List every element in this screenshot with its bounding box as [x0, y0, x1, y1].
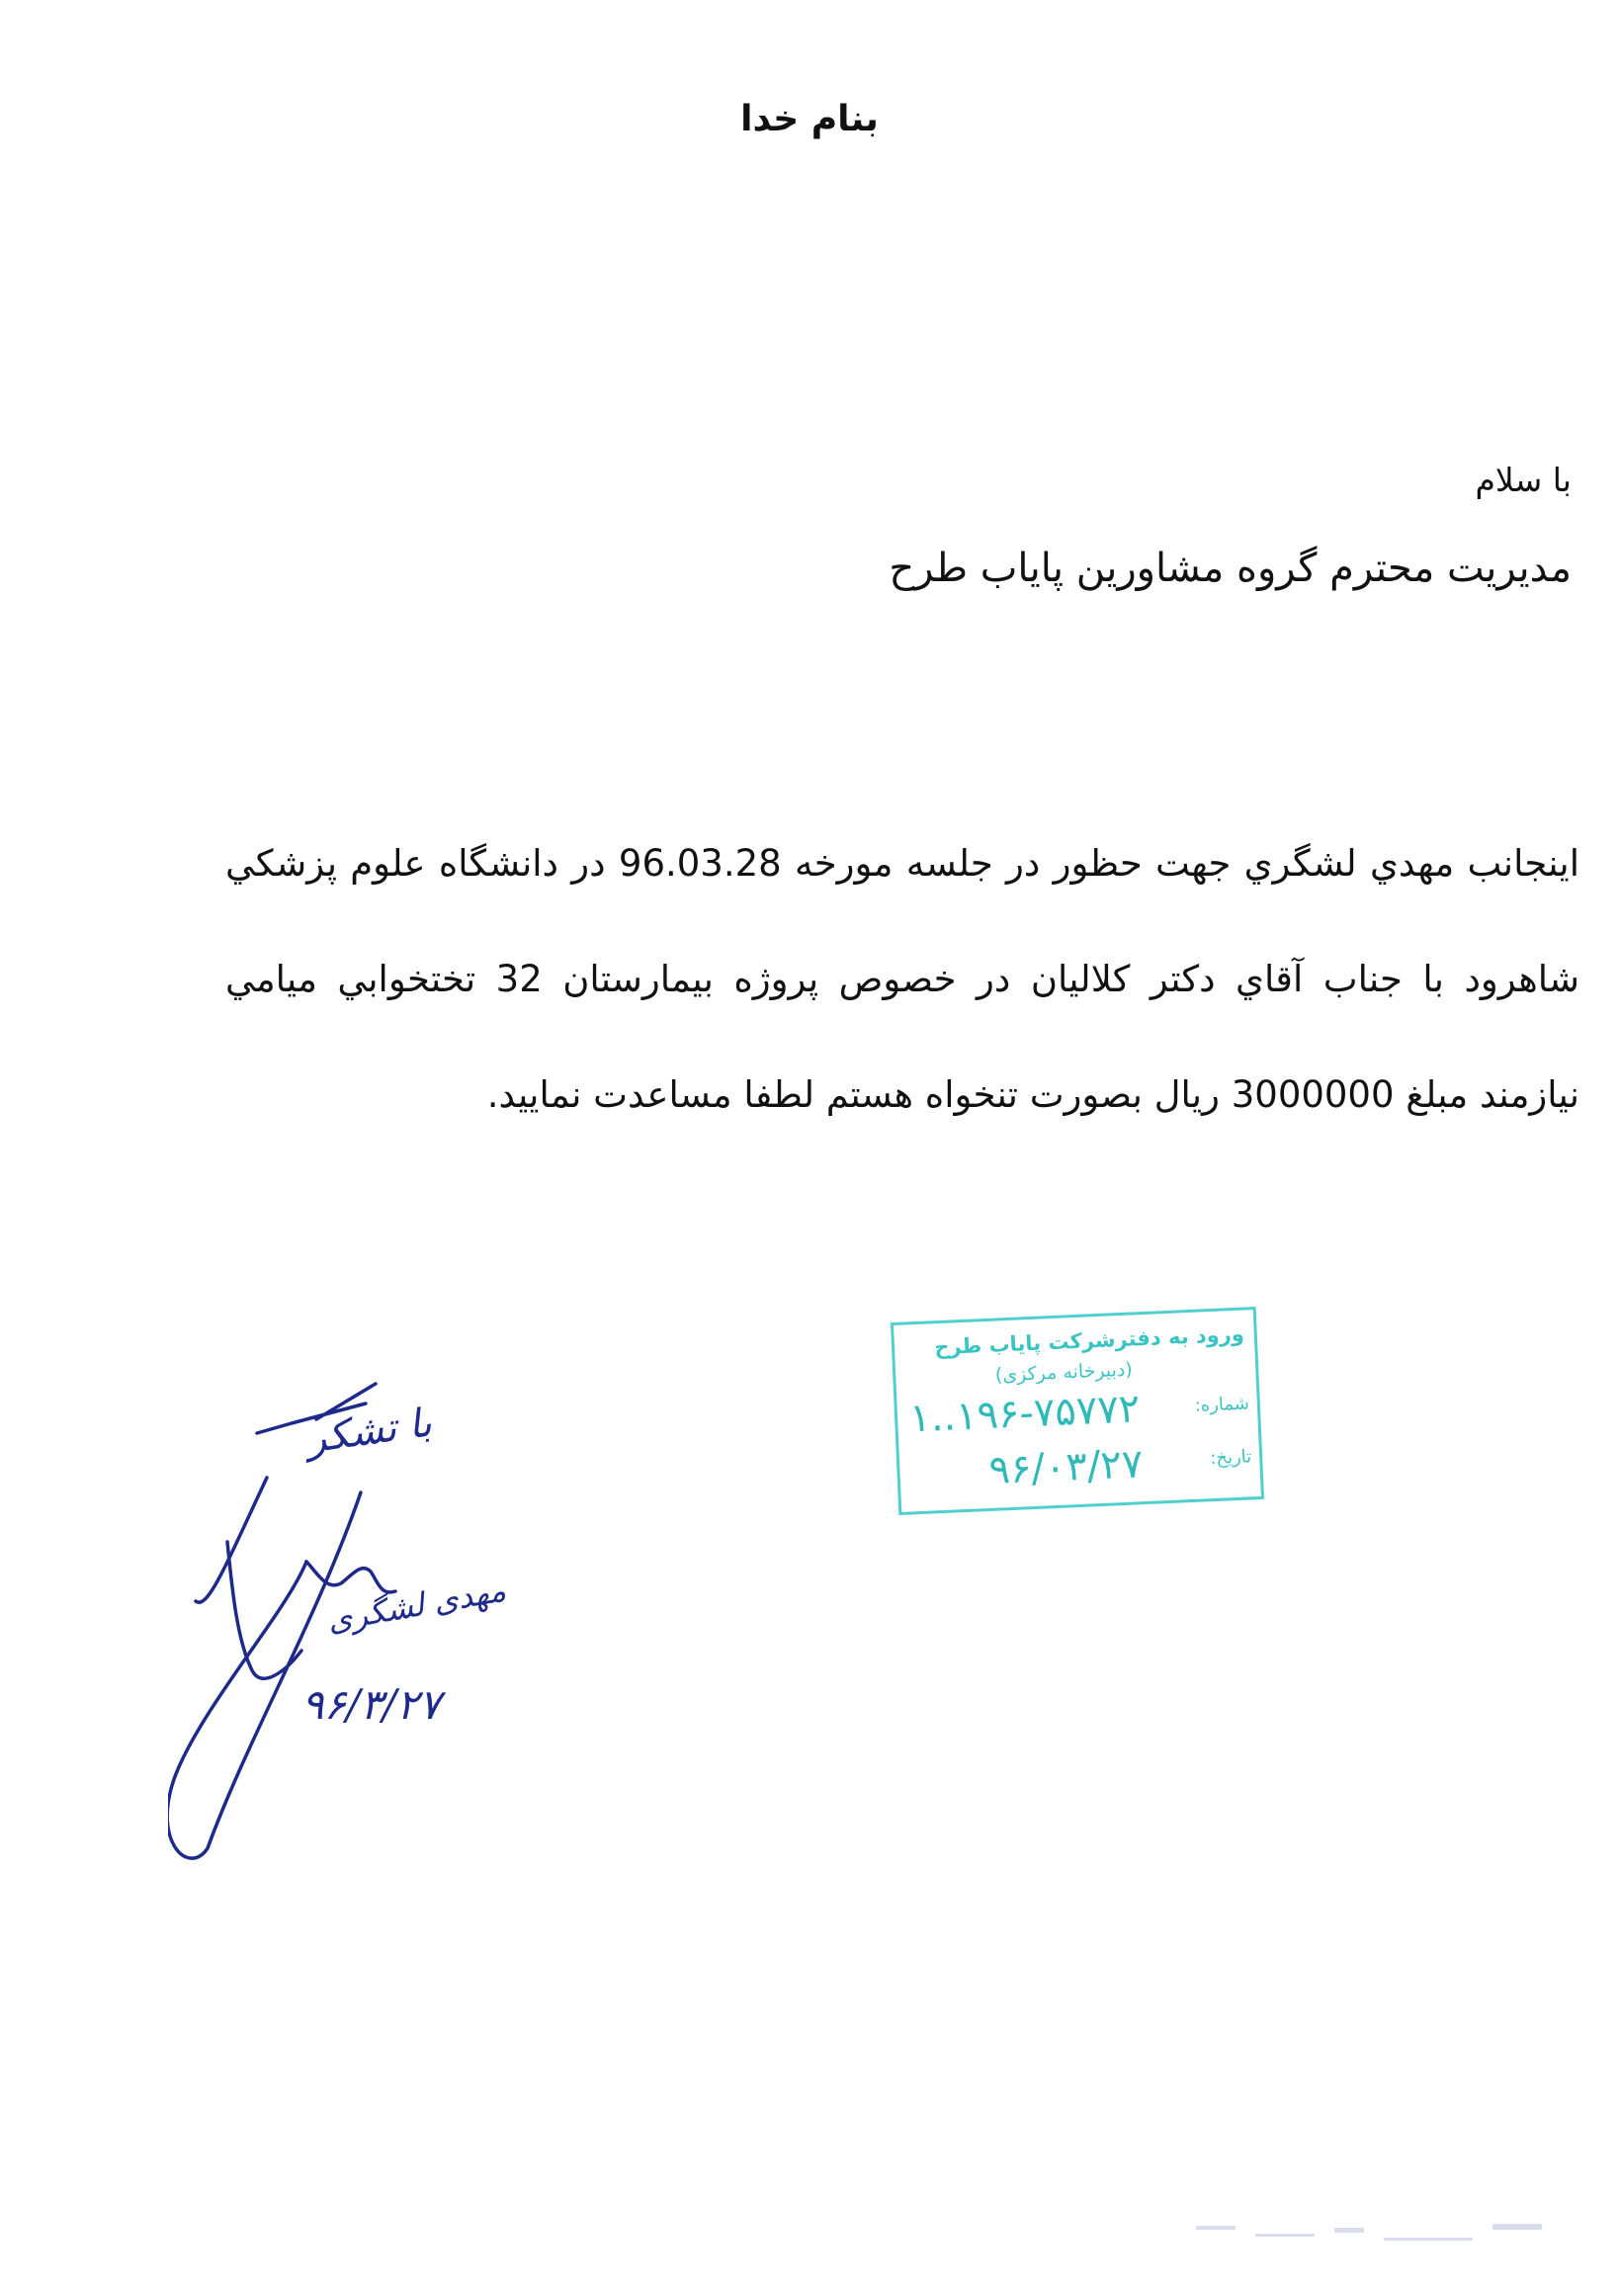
stamp-date-value: ۹۶/۰۳/۲۷	[987, 1441, 1145, 1493]
greeting: با سلام	[1475, 461, 1572, 499]
stamp-subtitle: (دبیرخانه مرکزی)	[994, 1358, 1134, 1387]
signature-date: ۹۶/۳/۲۷	[301, 1680, 442, 1729]
office-entry-stamp	[891, 1307, 1264, 1515]
stamp-date-label: تاریخ:	[1209, 1446, 1252, 1470]
stamp-number-value: ۱..۱۹۶-۷۵۷۷۲	[908, 1386, 1142, 1442]
signature-regards: با تشکر	[303, 1400, 435, 1463]
stamp-title: ورود به دفترشرکت پایاب طرح	[933, 1321, 1245, 1360]
recipient-line: مديريت محترم گروه مشاورين پاياب طرح	[889, 546, 1572, 591]
header-title: بنام خدا	[740, 99, 879, 139]
signature-name: مهدی لشگری	[324, 1571, 509, 1640]
letter-body: اينجانب مهدي لشگري جهت حظور در جلسه مورخه 96.03.28 در دانشگاه علوم پزشكي شاهرود با جناب آقاي دكتر كلاليان در خصوص پروژه بيمارستان 32 تختخوابي ميامي نيازمند مبلغ 3000000 ريال بصورت تنخواه هستم لطفا مساعدت نماييد.	[225, 842, 1579, 1116]
scan-artifact	[1186, 2214, 1562, 2253]
stamp-number-label: شماره:	[1194, 1393, 1250, 1416]
